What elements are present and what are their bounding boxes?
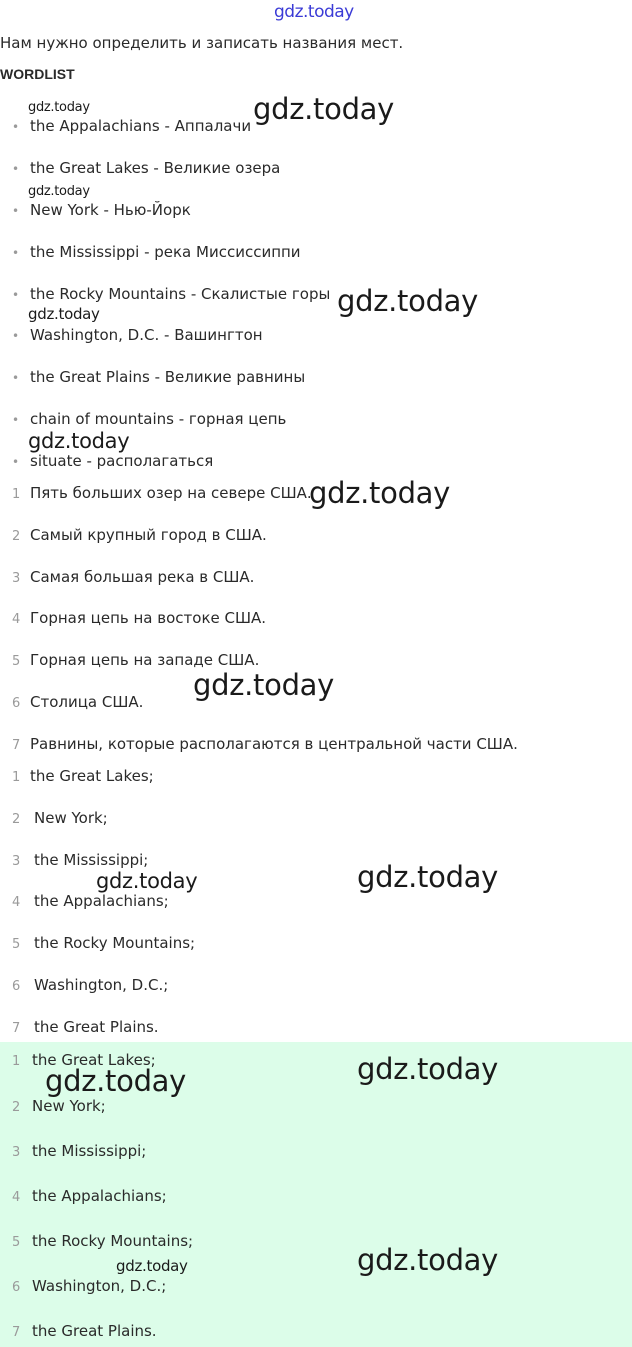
final-answer-item: 5 the Rocky Mountains; (12, 1232, 194, 1250)
task-instruction: Нам нужно определить и записать названия мест. (0, 34, 404, 52)
watermark: gdz.today (357, 1052, 499, 1086)
question-item: 1 Пять больших озер на севере США. (12, 484, 312, 502)
bullet-icon: • (12, 413, 20, 427)
bullet-icon: • (12, 162, 20, 176)
final-answer-item: 3 the Mississippi; (12, 1142, 147, 1160)
bullet-icon: • (12, 120, 20, 134)
list-item: • the Rocky Mountains - Скалистые горы (12, 285, 331, 303)
bullet-icon: • (12, 371, 20, 385)
final-answer-item: 2 New York; (12, 1097, 106, 1115)
list-item: • chain of mountains - горная цепь (12, 410, 287, 428)
answer-item: 2 New York; (12, 809, 108, 827)
bullet-icon: • (12, 288, 20, 302)
bullet-icon: • (12, 329, 20, 343)
final-answer-item: 4 the Appalachians; (12, 1187, 167, 1205)
final-answer-item: 7 the Great Plains. (12, 1322, 157, 1340)
list-item: • New York - Нью-Йорк (12, 201, 191, 219)
watermark: gdz.today (28, 184, 90, 199)
list-item: • the Appalachians - Аппалачи (12, 117, 252, 135)
question-item: 2 Самый крупный город в США. (12, 526, 267, 544)
question-item: 6 Столица США. (12, 693, 144, 711)
watermark: gdz.today (28, 100, 90, 115)
question-item: 7 Равнины, которые располагаются в центральной части США. (12, 735, 518, 753)
watermark: gdz.today (28, 305, 100, 323)
list-item: • situate - располагаться (12, 452, 214, 470)
answer-item: 3 the Mississippi; (12, 851, 149, 869)
bullet-icon: • (12, 246, 20, 260)
watermark: gdz.today (28, 429, 130, 453)
watermark: gdz.today (96, 869, 198, 893)
answer-item: 4 the Appalachians; (12, 892, 169, 910)
wordlist-heading: WORDLIST (0, 66, 75, 82)
question-item: 4 Горная цепь на востоке США. (12, 609, 267, 627)
site-logo[interactable]: gdz.today (274, 2, 354, 22)
bullet-icon: • (12, 204, 20, 218)
watermark: gdz.today (337, 284, 479, 318)
watermark: gdz.today (45, 1064, 187, 1098)
list-item: • the Great Lakes - Великие озера (12, 159, 281, 177)
list-item: • the Mississippi - река Миссиссиппи (12, 243, 301, 261)
question-item: 5 Горная цепь на западе США. (12, 651, 260, 669)
list-item: • Washington, D.C. - Вашингтон (12, 326, 263, 344)
answer-item: 1 the Great Lakes; (12, 767, 154, 785)
list-item: • the Great Plains - Великие равнины (12, 368, 306, 386)
final-answer-item: 6 Washington, D.C.; (12, 1277, 167, 1295)
watermark: gdz.today (357, 860, 499, 894)
bullet-icon: • (12, 455, 20, 469)
final-answer-item: 1 the Great Lakes; (12, 1051, 156, 1069)
watermark: gdz.today (193, 668, 335, 702)
question-item: 3 Самая большая река в США. (12, 568, 255, 586)
answer-item: 5 the Rocky Mountains; (12, 934, 196, 952)
answer-item: 7 the Great Plains. (12, 1018, 159, 1036)
answer-item: 6 Washington, D.C.; (12, 976, 169, 994)
watermark: gdz.today (357, 1243, 499, 1277)
watermark: gdz.today (309, 476, 451, 510)
watermark: gdz.today (253, 92, 395, 126)
watermark: gdz.today (116, 1257, 188, 1275)
